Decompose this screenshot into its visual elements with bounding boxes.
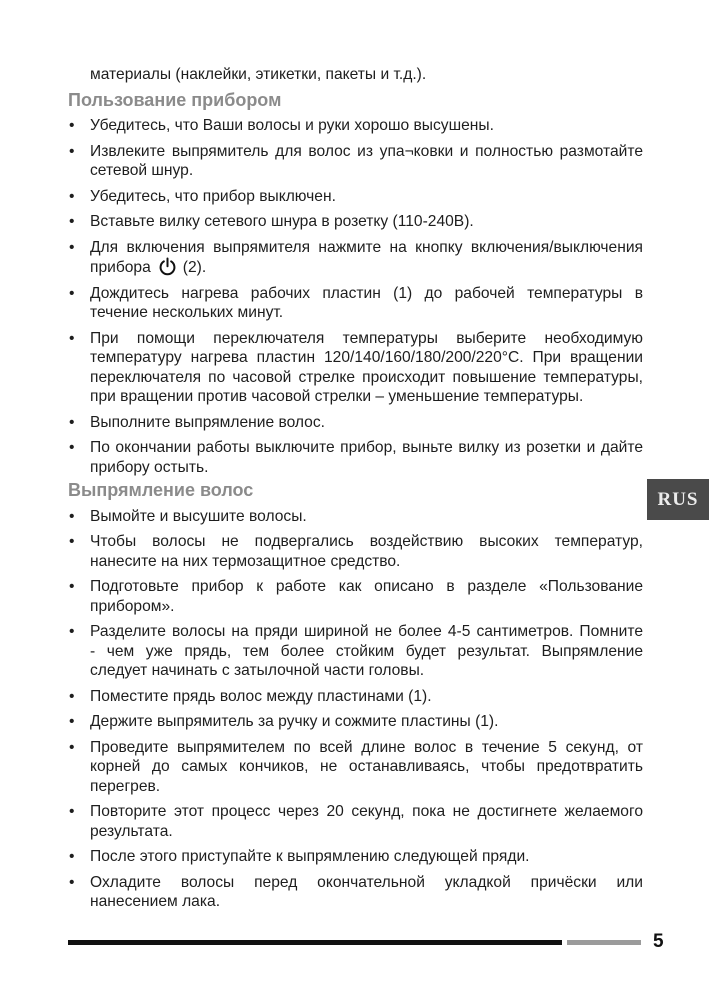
item-line-with-icon bbox=[90, 257, 643, 278]
list-item bbox=[68, 712, 648, 732]
list-item bbox=[68, 687, 648, 707]
item-line: • После этого приступайте к выпрямлению следующей пряди. bbox=[90, 848, 530, 865]
list-item bbox=[68, 438, 648, 477]
item-line: • Убедитесь, что Ваши волосы и руки хорошо высушены. bbox=[90, 117, 494, 134]
power-icon bbox=[158, 257, 177, 276]
list-item bbox=[68, 142, 648, 181]
item-line: следует начинать с затылочной части головы. bbox=[90, 662, 425, 679]
list-item bbox=[68, 284, 648, 323]
item-line: переключателя по часовой стрелке происходит повышение температуры, bbox=[90, 368, 643, 386]
section-usage bbox=[68, 91, 648, 478]
item-line: сетевой шнур. bbox=[90, 162, 194, 179]
item-line: течение нескольких минут. bbox=[90, 304, 284, 321]
item-line: перегрев. bbox=[90, 777, 161, 795]
item-line: нанесите на них термозащитное средство. bbox=[90, 552, 401, 570]
continued-list-text: материалы (наклейки, этикетки, пакеты и т.д.). bbox=[90, 66, 427, 83]
list-item bbox=[68, 577, 648, 616]
list-item bbox=[68, 413, 648, 433]
item-line: • Извлеките выпрямитель для волос из упа¬ковки и полностью размотайте bbox=[90, 142, 643, 160]
item-line: температуру нагрева пластин 120/140/160/180/200/220°С. При вращении bbox=[90, 349, 643, 366]
item-line: • Подготовьте прибор к работе как описано в разделе «Пользование bbox=[90, 578, 643, 595]
list-item bbox=[68, 802, 648, 841]
item-line: • По окончании работы выключите прибор, выньте вилку из розетки и дайте bbox=[90, 439, 643, 456]
item-line: результата. bbox=[90, 822, 173, 840]
language-tab bbox=[647, 479, 709, 520]
list-item bbox=[68, 238, 648, 278]
item-line: корней до самых кончиков, не останавливаясь, чтобы предотвратить bbox=[90, 758, 643, 775]
page-content bbox=[68, 65, 648, 912]
item-line: • Выполните выпрямление волос. bbox=[90, 413, 325, 431]
section-straightening bbox=[68, 481, 648, 912]
item-line: нанесением лака. bbox=[90, 893, 221, 910]
item-line: при вращении против часовой стрелки – уменьшение температуры. bbox=[90, 388, 584, 405]
item-line: • Охладите волосы перед окончательной укладкой причёски или bbox=[90, 873, 643, 891]
item-line: • Поместите прядь волос между пластинами (1). bbox=[90, 687, 432, 705]
item-line: прибору остыть. bbox=[90, 458, 209, 476]
item-line: • Проведите выпрямителем по всей длине волос в течение 5 секунд, от bbox=[90, 738, 643, 756]
item-line: • Для включения выпрямителя нажмите на кнопку включения/выключения bbox=[90, 238, 643, 256]
text-after-icon: (2). bbox=[182, 259, 207, 276]
footer-rule-light bbox=[567, 940, 641, 945]
list-item bbox=[68, 187, 648, 207]
list-item bbox=[68, 329, 648, 407]
item-line: • Держите выпрямитель за ручку и сожмите пластины (1). bbox=[90, 713, 499, 730]
item-line: прибором». bbox=[90, 597, 175, 615]
list-item bbox=[68, 507, 648, 527]
footer-rule-dark bbox=[68, 940, 562, 945]
bullet-list bbox=[68, 116, 648, 477]
section-heading: Выпрямление волос bbox=[68, 480, 254, 500]
page-number: 5 bbox=[653, 931, 664, 952]
text-before-icon: прибора bbox=[90, 259, 151, 276]
item-line: • Убедитесь, что прибор выключен. bbox=[90, 187, 336, 205]
list-item bbox=[68, 622, 648, 681]
item-line: • Повторите этот процесс через 20 секунд, пока не достигнете желаемого bbox=[90, 803, 643, 820]
item-line: • Вставьте вилку сетевого шнура в розетку (110-240В). bbox=[90, 213, 474, 230]
item-line: • Чтобы волосы не подвергались воздействию высоких температур, bbox=[90, 533, 643, 550]
list-item bbox=[68, 116, 648, 136]
item-line: • Вымойте и высушите волосы. bbox=[90, 507, 307, 525]
list-item bbox=[68, 738, 648, 797]
list-item bbox=[68, 532, 648, 571]
item-line: • Разделите волосы на пряди шириной не более 4-5 сантиметров. Помните bbox=[90, 623, 643, 640]
list-item bbox=[68, 847, 648, 867]
language-tab-label: RUS bbox=[657, 488, 699, 510]
list-item bbox=[68, 212, 648, 232]
section-heading: Пользование прибором bbox=[68, 89, 282, 110]
list-item bbox=[68, 873, 648, 912]
item-line: • Дождитесь нагрева рабочих пластин (1) до рабочей температуры в bbox=[90, 284, 643, 302]
bullet-list bbox=[68, 507, 648, 912]
item-line: - чем уже прядь, тем более стойким будет результат. Выпрямление bbox=[90, 642, 643, 660]
item-line: • При помощи переключателя температуры выберите необходимую bbox=[90, 329, 643, 347]
